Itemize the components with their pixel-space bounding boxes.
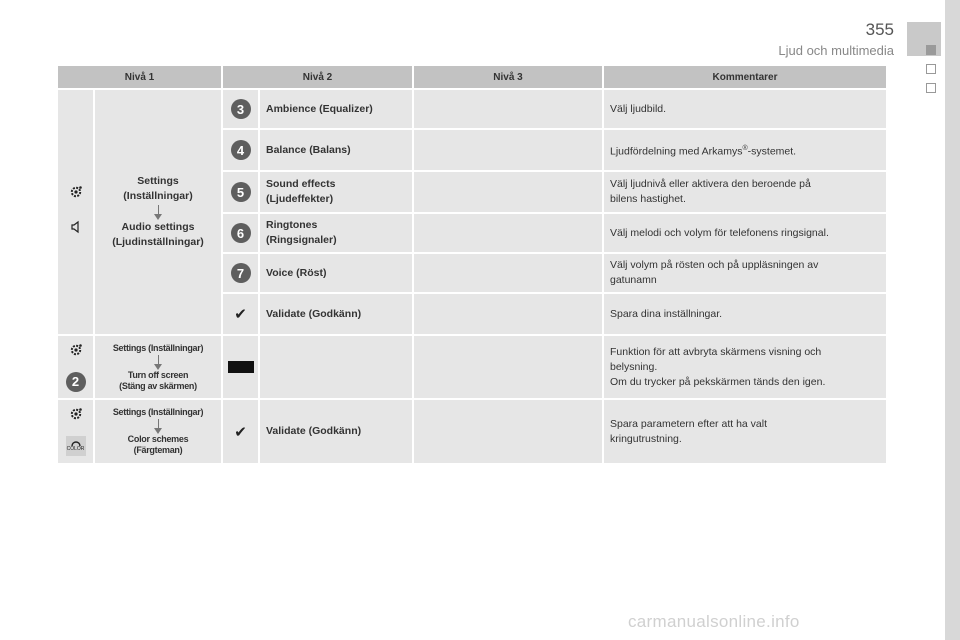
audio-settings-label: Audio settings (Ljudinställningar) — [112, 221, 204, 248]
screen-off-icon — [228, 361, 254, 373]
row-validate-badge — [223, 294, 258, 334]
settings-table — [58, 66, 886, 463]
balance-comment-text: Ljudfördelning med Arkamys — [610, 145, 743, 158]
balance-label: Balance (Balans) — [266, 143, 351, 156]
row-sound-effects-level3 — [260, 172, 412, 212]
row-balance-comment — [604, 130, 886, 170]
header-level3: Nivå 3 — [414, 66, 602, 88]
speaker-icon — [69, 220, 83, 239]
row-ringtones-empty — [414, 214, 602, 252]
row-ringtones-comment — [604, 214, 886, 252]
block3-empty — [414, 400, 602, 463]
balance-comment — [610, 141, 796, 160]
header-comments: Kommentarer — [604, 66, 886, 88]
step-badge: 3 — [231, 99, 251, 119]
block2-empty-a — [260, 336, 412, 398]
color-schemes-icon — [66, 436, 86, 456]
side-nav-box-2 — [926, 64, 936, 74]
row-ringtones-level3 — [260, 214, 412, 252]
header-level1: Nivå 1 — [58, 66, 221, 88]
block3-level2 — [95, 400, 221, 463]
row-voice-comment — [604, 254, 886, 292]
step-badge: 2 — [66, 372, 86, 392]
voice-comment: Välj volym på rösten och på uppläsningen av gatunamn — [610, 259, 819, 286]
row-voice-badge — [223, 254, 258, 292]
block3-comment — [604, 400, 886, 463]
checkmark-icon: ✔ — [234, 306, 247, 323]
settings-gear-icon — [69, 185, 83, 204]
page-number: 355 — [865, 20, 894, 39]
block2-level2 — [95, 336, 221, 398]
sound-effects-label: Sound effects (Ljudeffekter) — [266, 178, 336, 205]
ambience-comment: Välj ljudbild. — [610, 102, 667, 115]
side-nav-box-1 — [926, 45, 936, 55]
row-ringtones-badge — [223, 214, 258, 252]
row-voice-level3 — [260, 254, 412, 292]
row-voice-empty — [414, 254, 602, 292]
block2-comment — [604, 336, 886, 398]
step-badge: 7 — [231, 263, 251, 283]
row-ambience-comment — [604, 90, 886, 128]
side-nav-box-3 — [926, 83, 936, 93]
down-arrow-icon — [158, 419, 159, 429]
block3-level3 — [260, 400, 412, 463]
settings-menu-label: Settings (Inställningar) — [112, 342, 204, 353]
ambience-label: Ambience (Equalizer) — [266, 102, 373, 115]
row-balance-badge — [223, 130, 258, 170]
step-badge: 5 — [231, 182, 251, 202]
row-sound-effects-empty — [414, 172, 602, 212]
registered-mark: ® — [742, 144, 748, 152]
row-ambience-empty — [414, 90, 602, 128]
row-balance-level3 — [260, 130, 412, 170]
balance-comment-suffix: -systemet. — [747, 145, 797, 158]
row-ambience-badge — [223, 90, 258, 128]
row-balance-empty — [414, 130, 602, 170]
row-ambience-level3 — [260, 90, 412, 128]
down-arrow-icon — [158, 355, 159, 365]
row-sound-effects-comment — [604, 172, 886, 212]
step-badge: 6 — [231, 223, 251, 243]
color-icon-label: COLOR — [66, 446, 85, 452]
row-validate-empty — [414, 294, 602, 334]
down-arrow-icon — [158, 205, 159, 215]
ringtones-label: Ringtones (Ringsignaler) — [266, 219, 337, 246]
turn-off-screen-comment: Funktion för att avbryta skärmens visning och belysning. Om du trycker på pekskärmen tänds den igen. — [610, 345, 826, 388]
side-strip — [945, 0, 960, 640]
block3-check — [223, 400, 258, 463]
settings-gear-icon — [69, 407, 83, 426]
block1-level2 — [95, 90, 221, 334]
row-sound-effects-badge — [223, 172, 258, 212]
turn-off-screen-label: Turn off screen (Stäng av skärmen) — [119, 369, 197, 391]
step-badge: 4 — [231, 140, 251, 160]
watermark: carmanualsonline.info — [628, 612, 800, 631]
settings-menu-label: Settings (Inställningar) — [112, 407, 204, 417]
block2-icons — [58, 336, 93, 398]
row-validate-comment — [604, 294, 886, 334]
color-schemes-comment: Spara parametern efter att ha valt kringutrustning. — [610, 417, 768, 445]
settings-gear-icon — [69, 343, 83, 362]
voice-label: Voice (Röst) — [266, 266, 327, 279]
validate-comment: Spara dina inställningar. — [610, 307, 723, 320]
block2-empty-b — [414, 336, 602, 398]
section-title: Ljud och multimedia — [778, 43, 894, 58]
color-schemes-label: Color schemes (Färgteman) — [127, 434, 189, 455]
row-validate-level3 — [260, 294, 412, 334]
settings-menu-label: Settings (Inställningar) — [123, 175, 193, 202]
sound-effects-comment: Välj ljudnivå eller aktivera den beroende på bilens hastighet. — [610, 178, 811, 205]
validate-label: Validate (Godkänn) — [266, 425, 362, 437]
block1-icons — [58, 90, 93, 334]
ringtones-comment: Välj melodi och volym för telefonens ringsignal. — [610, 226, 829, 239]
block3-icons — [58, 400, 93, 463]
block2-screen-off — [223, 336, 258, 398]
validate-label: Validate (Godkänn) — [266, 307, 362, 320]
header-level2: Nivå 2 — [223, 66, 412, 88]
checkmark-icon: ✔ — [234, 423, 247, 441]
